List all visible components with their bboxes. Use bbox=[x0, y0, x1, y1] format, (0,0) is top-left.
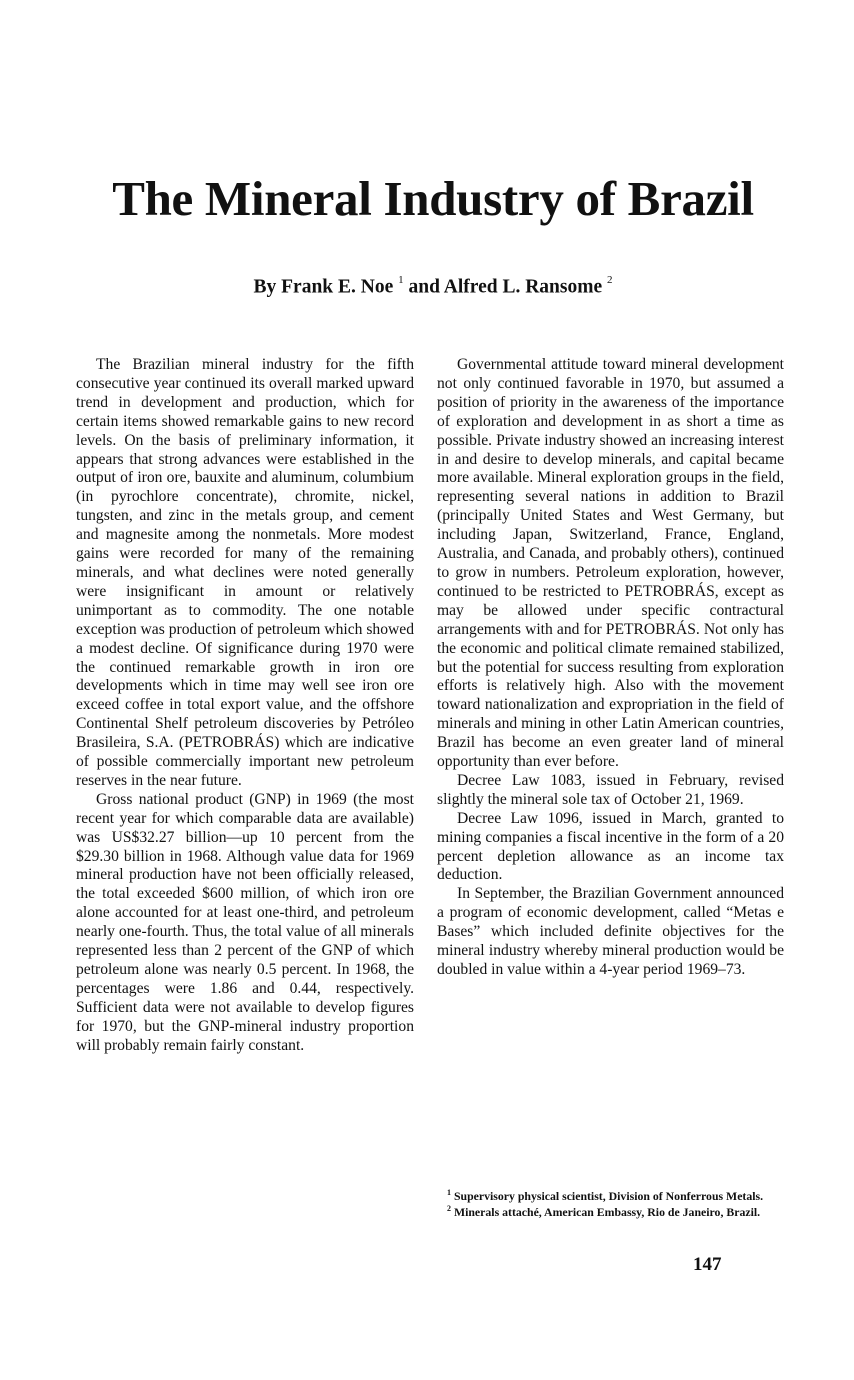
left-column bbox=[76, 356, 414, 1056]
byline-joiner: and bbox=[408, 276, 440, 298]
page-number: 147 bbox=[693, 1254, 722, 1275]
author-2-footnote-mark: 2 bbox=[607, 274, 613, 286]
paragraph: Governmental attitude toward mineral development not only continued favorable in 1970, but assumed a position of priority in the awareness of the importance of exploration and development in as short a time as possible. Private industry showed an increasing interest in and desire to develop minerals, and capital became more available. Mineral exploration groups in the field, representing several nations in addition to Brazil (principally United States and West Germany, but including Japan, Switzerland, France, England, Australia, and Canada, and probably others), continued to grow in numbers. Petroleum exploration, however, continued to be restricted to PETROBRÁS, except as may be allowed under specific contractural arrangements with and for PETROBRÁS. Not only has the economic and political climate remained stabilized, but the potential for success resulting from exploration efforts is relatively high. Also with the movement toward nationalization and expropriation in the field of minerals and mining in other Latin American countries, Brazil has become an even greater land of mineral opportunity than ever before. bbox=[437, 356, 784, 771]
right-column bbox=[437, 356, 784, 980]
paragraph: The Brazilian mineral industry for the fifth consecutive year continued its overall marked upward trend in development and production, which for certain items showed remarkable gains to new record levels. On the basis of preliminary information, it appears that strong advances were established in the output of iron ore, bauxite and aluminum, columbium (in pyrochlore concentrate), chromite, nickel, tungsten, and zinc in the metals group, and cement and magnesite among the nonmetals. More modest gains were recorded for many of the remaining minerals, and what declines were noted generally were insignificant in amount or relatively unimportant as to commodity. The one notable exception was production of petroleum which showed a modest decline. Of significance during 1970 were the continued remarkable growth in iron ore developments which in time may well see iron ore exceed coffee in total export value, and the offshore Continental Shelf petroleum discoveries by Petróleo Brasileira, S.A. (PETROBRÁS) which are indicative of possible commercially important new petroleum reserves in the near future. bbox=[76, 356, 414, 789]
byline bbox=[0, 276, 854, 299]
author-1: Frank E. Noe bbox=[281, 276, 394, 298]
paragraph: Decree Law 1096, issued in March, granted to mining companies a fiscal incentive in the form of a 20 percent depletion allowance as an income tax deduction. bbox=[437, 809, 784, 884]
paragraph: Gross national product (GNP) in 1969 (the most recent year for which comparable data are available) was US$32.27 billion—up 10 percent from the $29.30 billion in 1968. Although value data for 1969 mineral production have not been officially released, the total exceeded $600 million, of which iron ore alone accounted for at least one-third, and petroleum nearly one-fourth. Thus, the total value of all minerals represented less than 2 percent of the GNP of which petroleum alone was nearly 0.5 percent. In 1968, the percentages were 1.86 and 0.44, respectively. Sufficient data were not available to develop figures for 1970, but the GNP-mineral industry proportion will probably remain fairly constant. bbox=[76, 790, 414, 1054]
author-1-footnote-mark: 1 bbox=[398, 274, 404, 286]
footnote-mark: 1 bbox=[447, 1188, 451, 1197]
byline-prefix: By bbox=[253, 276, 277, 298]
footnote-mark: 2 bbox=[447, 1203, 451, 1213]
footnote bbox=[437, 1203, 777, 1219]
article-title: The Mineral Industry of Brazil bbox=[112, 171, 754, 226]
author-2: Alfred L. Ransome bbox=[443, 276, 603, 298]
footnote-text: Minerals attaché, American Embassy, Rio de Janeiro, Brazil. bbox=[453, 1204, 761, 1219]
footnote-text: Supervisory physical scientist, Division of Nonferrous Metals. bbox=[453, 1188, 764, 1203]
paragraph: In September, the Brazilian Government announced a program of economic development, called “Metas e Bases” which included definite objectives for the mineral industry whereby mineral production would be doubled in value within a 4-year period 1969–73. bbox=[437, 885, 784, 978]
footnote bbox=[437, 1187, 777, 1203]
footnotes bbox=[437, 1187, 777, 1218]
paragraph: Decree Law 1083, issued in February, revised slightly the mineral sole tax of October 21, 1969. bbox=[437, 771, 784, 808]
